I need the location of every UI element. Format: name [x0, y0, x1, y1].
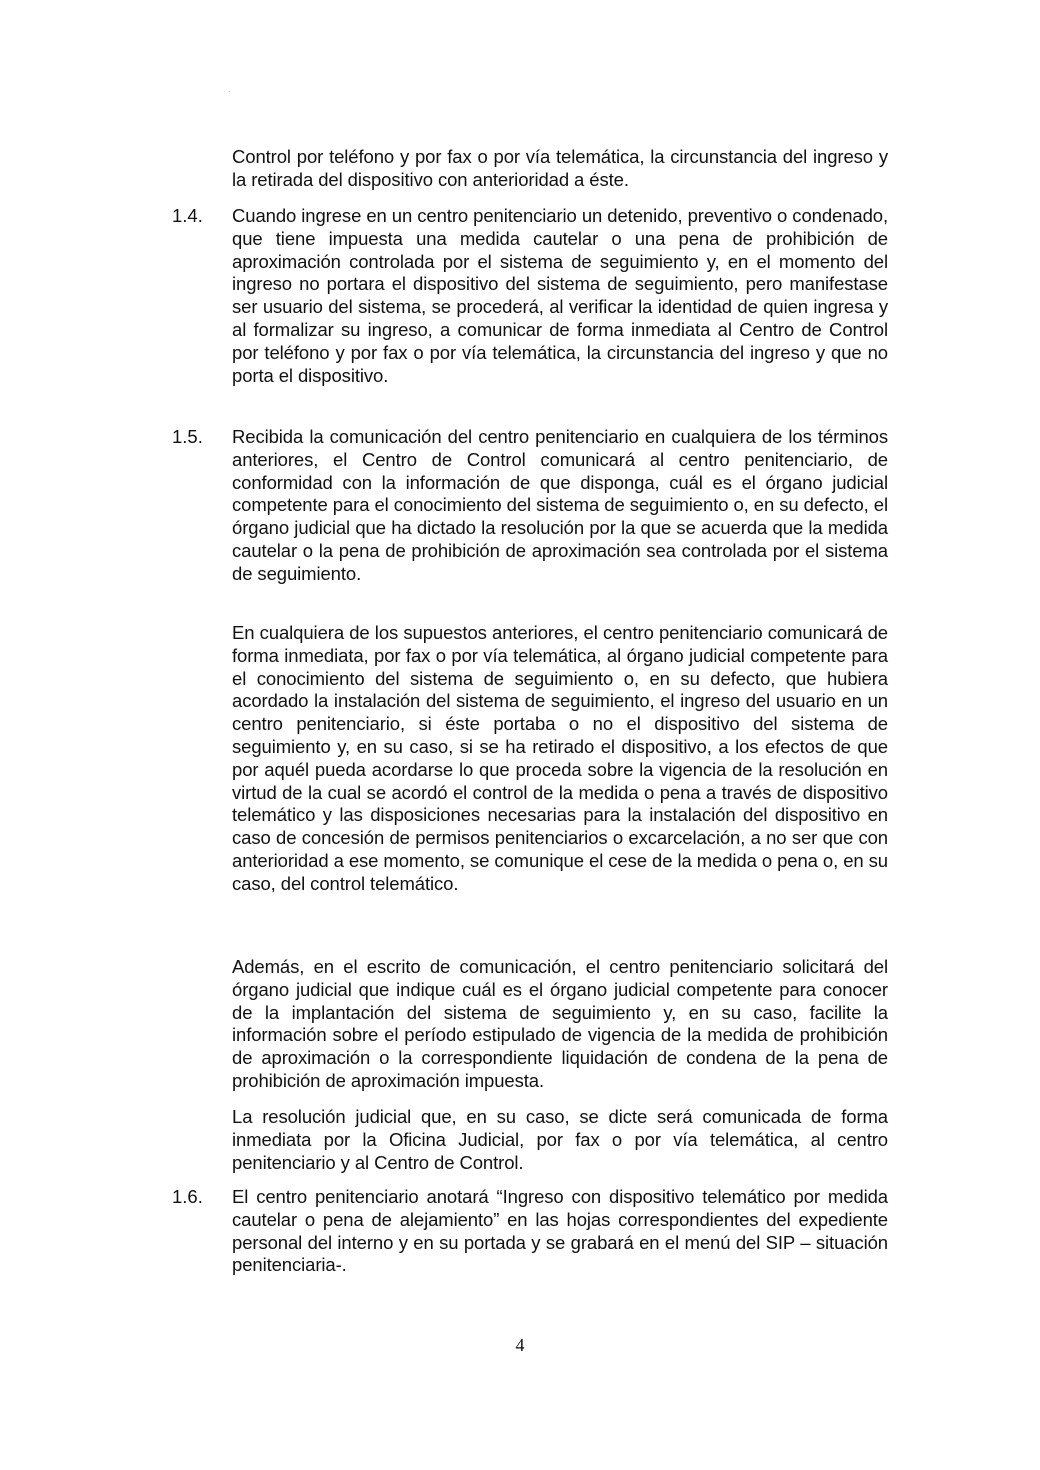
item-number-1-6: 1.6.	[172, 1186, 203, 1207]
scan-speck	[229, 91, 230, 92]
item-text-1-4: Cuando ingrese en un centro penitenciario un detenido, preventivo o condenado, que tiene impuesta una medida cautelar o una pena de prohibición de aproximación controlada por el sistema de seguimiento y, en el momento del ingreso no portara el dispositivo del sistema de seguimiento, pero manifestase ser usuario del sistema, se procederá, al verificar la identidad de quien ingresa y al formalizar su ingreso, a comunicar de forma inmediata al Centro de Control por teléfono y por fax o por vía telemática, la circunstancia del ingreso y que no porta el dispositivo.	[232, 205, 888, 386]
page-number: 4	[515, 1335, 525, 1355]
paragraph-ademas: Además, en el escrito de comunicación, el centro penitenciario solicitará del órgano judicial que indique cuál es el órgano judicial competente para conocer de la implantación del sistema de seguimiento y, en su caso, facilite la información sobre el período estipulado de vigencia de la medida de prohibición de aproximación o la correspondiente liquidación de condena de la pena de prohibición de aproximación impuesta.	[232, 956, 888, 1091]
item-text-1-6: El centro penitenciario anotará “Ingreso con dispositivo telemático por medida cautelar o pena de alejamiento” en las hojas correspondientes del expediente personal del interno y en su portada y se grabará en el menú del SIP – situación penitenciaria-.	[232, 1186, 888, 1276]
intro-paragraph: Control por teléfono y por fax o por vía telemática, la circunstancia del ingreso y la retirada del dispositivo con anterioridad a éste.	[232, 146, 888, 190]
paragraph-resolucion: La resolución judicial que, en su caso, se dicte será comunicada de forma inmediata por la Oficina Judicial, por fax o por vía telemática, al centro penitenciario y al Centro de Control.	[232, 1106, 888, 1173]
item-number-1-4: 1.4.	[172, 205, 203, 226]
paragraph-supuestos: En cualquiera de los supuestos anteriores, el centro penitenciario comunicará de forma inmediata, por fax o por vía telemática, al órgano judicial competente para el conocimiento del sistema de seguimiento o, en su defecto, que hubiera acordado la instalación del sistema de seguimiento, el ingreso del usuario en un centro penitenciario, si éste portaba o no el dispositivo del sistema de seguimiento y, en su caso, si se ha retirado el dispositivo, a los efectos de que por aquél pueda acordarse lo que proceda sobre la vigencia de la resolución en virtud de la cual se acordó el control de la medida o pena a través de dispositivo telemático y las disposiciones necesarias para la instalación del dispositivo en caso de concesión de permisos penitenciarios o excarcelación, a no ser que con anterioridad a ese momento, se comunique el cese de la medida o pena o, en su caso, del control telemático.	[232, 622, 888, 894]
item-number-1-5: 1.5.	[172, 426, 203, 447]
item-text-1-5: Recibida la comunicación del centro penitenciario en cualquiera de los términos anteriores, el Centro de Control comunicará al centro penitenciario, de conformidad con la información de que disponga, cuál es el órgano judicial competente para el conocimiento del sistema de seguimiento o, en su defecto, el órgano judicial que ha dictado la resolución por la que se acuerda que la medida cautelar o la pena de prohibición de aproximación sea controlada por el sistema de seguimiento.	[232, 426, 888, 584]
